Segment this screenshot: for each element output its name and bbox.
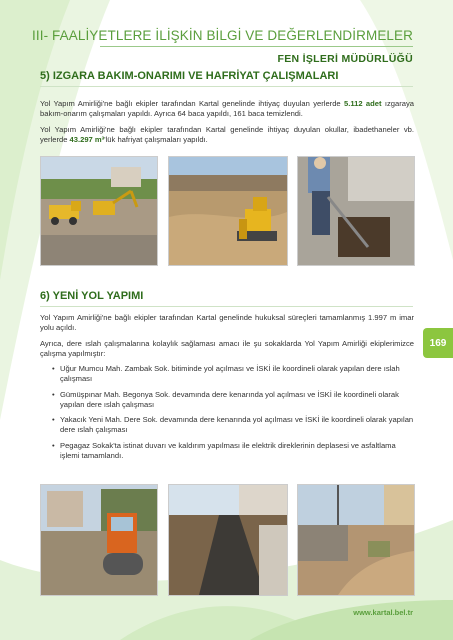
header-title: III- FAALİYETLERE İLİŞKİN BİLGİ VE DEĞERLENDİRMELER <box>32 28 413 43</box>
p2-text-c: 'lük hafriyat çalışmaları yapıldı. <box>104 135 208 144</box>
p1-text-c: ızgaraya bakım-onarım çalışmaları yapıldı. Ayrıca 64 baca yapıldı, 161 baca temizlendi. <box>40 99 414 118</box>
photo-new-road-slope <box>168 484 288 596</box>
department-title: FEN İŞLERİ MÜDÜRLÜĞÜ <box>277 53 413 65</box>
p1-highlight: 5.112 adet <box>343 99 382 108</box>
section6-paragraph-1: Yol Yapım Amirliği'ne bağlı ekipler tarafından Kartal genelinde hukuksal süreçleri tamamlanmış 1.997 m imar yolu açıldı. <box>40 313 414 332</box>
page-number-tab <box>423 328 453 358</box>
section5-paragraph-2 <box>40 125 414 145</box>
section6-title: 6) YENİ YOL YAPIMI <box>40 290 144 302</box>
list-item: • Uğur Mumcu Mah. Zambak Sok. bitiminde yol açılması ve İSKİ ile koordineli olarak yapılan dere ıslah çalışması <box>52 364 414 384</box>
p2-highlight: 43.297 m³ <box>69 135 105 144</box>
photo-excavation-site <box>40 156 158 266</box>
section5-title: 5) IZGARA BAKIM-ONARIMI VE HAFRİYAT ÇALIŞMALARI <box>40 70 339 82</box>
photo-bulldozer <box>168 156 288 266</box>
list-item: • Yakacık Yeni Mah. Dere Sok. devamında dere kenarında yol açılması ve İSKİ ile koordineli olarak yapılan dere ıslah çalışması <box>52 415 414 435</box>
page-number: 169 <box>429 337 447 349</box>
photo-road-roller <box>40 484 158 596</box>
header-rule <box>100 46 413 47</box>
footer-url[interactable]: www.kartal.bel.tr <box>353 608 413 617</box>
list-item: • Pegagaz Sokak'ta istinat duvarı ve kaldırım yapılması ile elektrik direklerinin deplasesi ve asfaltlama işlemi tamamlandı. <box>52 441 414 461</box>
p1-text-a: Yol Yapım Amirliği'ne bağlı ekipler tarafından Kartal genelinde ihtiyaç duyulan yerlerde <box>40 99 344 108</box>
photo-retaining-wall <box>297 484 415 596</box>
section5-divider <box>40 86 413 87</box>
section5-paragraph-1 <box>40 99 414 119</box>
p2-text-a: Yol Yapım Amirliği'ne bağlı ekipler tarafından Kartal genelinde ihtiyaç duyulan okullar, ibadethaneler vb. yerlerde <box>40 125 414 144</box>
section6-divider <box>40 306 413 307</box>
street-work-list <box>52 364 414 466</box>
section6-paragraph-2: Ayrıca, dere ıslah çalışmalarına kolaylık sağlaması amacı ile şu sokaklarda Yol Yapım Amirliği ekiplerimizce çalışma yapılmıştır: <box>40 339 414 358</box>
photo-grate-maintenance <box>297 156 415 266</box>
list-item: • Gümüşpınar Mah. Begonya Sok. devamında dere kenarında yol açılması ve İSKİ ile koordineli olarak yapılan dere ıslah çalışması <box>52 390 414 410</box>
